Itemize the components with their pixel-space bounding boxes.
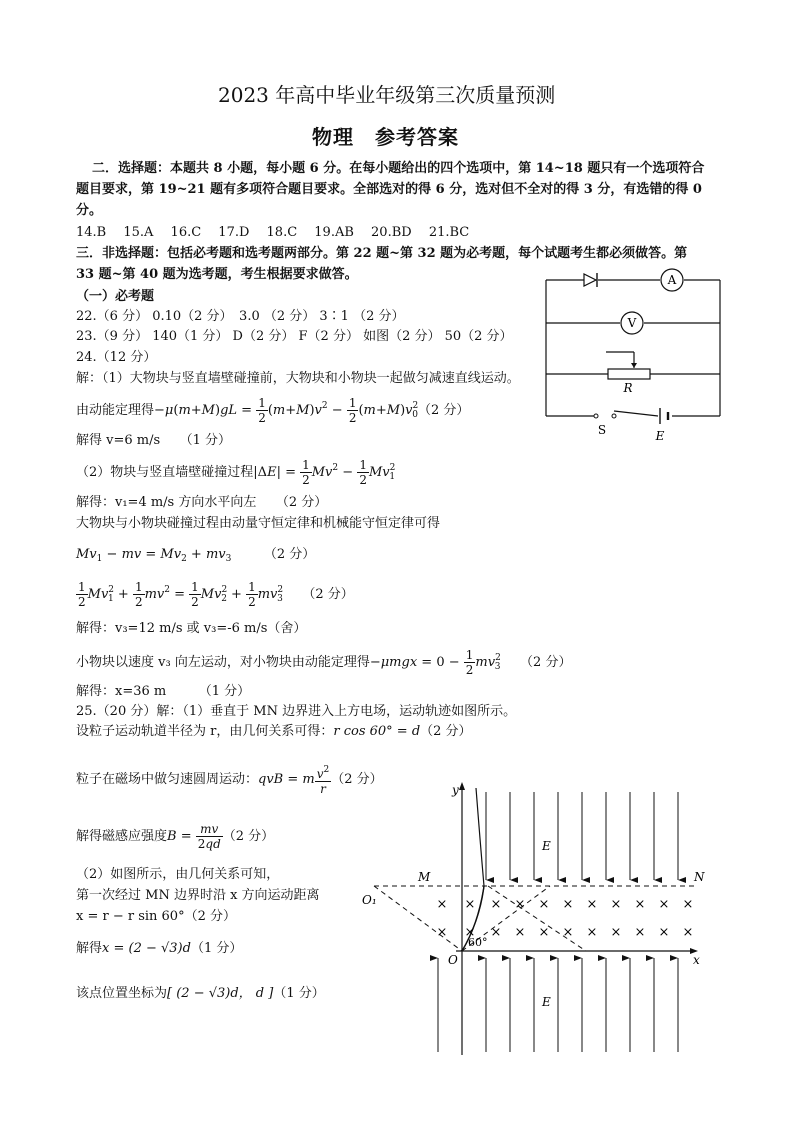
q25-line3: [76, 763, 383, 796]
q25-line3-prefix: 粒子在磁场中做匀速圆周运动：: [76, 772, 259, 787]
q25-line2-score: （2 分）: [420, 724, 472, 739]
cross-mark: ×: [586, 897, 598, 912]
circuit-diagram: [540, 268, 730, 448]
q25-line9-score: （1 分）: [273, 986, 325, 1001]
q24-formula2: |ΔE| = $\frac{1}{2}$ $Mv^2$ − $\frac{1}{2}$ $Mv^2_1$: [253, 458, 396, 487]
q25-line1: 25.（20 分）解：（1）垂直于 MN 边界进入上方电场，运动轨迹如图所示。: [76, 704, 517, 719]
q24-line3: 解得 v=6 m/s （1 分）: [76, 433, 232, 448]
field-diagram: [360, 780, 705, 1065]
q25-line9-prefix: 该点位置坐标为: [76, 986, 168, 1001]
q25-line9-formula: [ (2 − √3)d， d ]: [167, 986, 274, 1001]
voltmeter-label: V: [627, 316, 637, 330]
cross-mark: ×: [658, 925, 670, 940]
n-label: N: [694, 870, 705, 884]
cross-mark: ×: [514, 897, 526, 912]
cross-mark: ×: [490, 897, 502, 912]
q24-line10-score: （2 分）: [526, 655, 572, 670]
q25-line2-prefix: 设粒子运动轨道半径为 r，由几何关系可得：: [76, 724, 334, 739]
cross-mark: ×: [490, 925, 502, 940]
q25-formula-qvb: qvB = m $\frac{v^2}{r}$: [258, 765, 330, 796]
q25-line9: [76, 985, 325, 1003]
cross-mark: ×: [538, 897, 550, 912]
q25-line4-score: （2 分）: [222, 829, 275, 844]
cross-mark: ×: [682, 925, 694, 940]
section2-line1: 二．选择题：本题共 8 小题，每小题 6 分。在每小题给出的四个选项中，第 14~18 题只有一个选项符合: [92, 161, 705, 176]
field-bottom-label: E: [542, 995, 551, 1009]
q25-line8-score: （1 分）: [190, 941, 243, 956]
magnetic-field-crosses: [437, 897, 694, 940]
q24-line8-score: （2 分）: [308, 587, 354, 602]
ammeter-label: A: [667, 273, 677, 287]
q24-line7-score: （2 分）: [270, 547, 316, 562]
q24-line2-score: （2 分）: [417, 403, 470, 418]
q24-line4-prefix: （2）物块与竖直墙壁碰撞过程: [76, 465, 254, 480]
q24-line5: 解得：v₁=4 m/s 方向水平向左 （2 分）: [76, 495, 328, 510]
cross-mark: ×: [658, 897, 670, 912]
cross-mark: ×: [464, 897, 476, 912]
cross-mark: ×: [538, 925, 550, 940]
page-subtitle: 物理 参考答案: [312, 125, 459, 149]
q24-header: 24.（12 分）: [76, 350, 157, 365]
q24-line2-prefix: 由动能定理得: [76, 403, 155, 418]
q25-line8-prefix: 解得: [76, 941, 103, 956]
cross-mark: ×: [610, 897, 622, 912]
section3-line1: 三．非选择题：包括必考题和选考题两部分。第 22 题~第 32 题为必考题，每个试题考生都必须做答。第: [76, 246, 688, 261]
section2-line3: 分。: [76, 203, 103, 218]
y-axis-label: y: [452, 783, 459, 797]
switch-label: S: [597, 423, 607, 437]
q24-line10: [76, 648, 571, 677]
cross-mark: ×: [562, 897, 574, 912]
q25-line7: x = r − r sin 60°（2 分）: [76, 909, 236, 924]
q24-line6: 大物块与小物块碰撞过程由动量守恒定律和机械能守恒定律可得: [76, 516, 441, 531]
origin-label: O: [448, 953, 458, 967]
cross-mark: ×: [436, 925, 448, 940]
q25-line3-score: （2 分）: [331, 772, 383, 787]
choice-answers: 14.B 15.A 16.C 17.D 18.C 19.AB 20.BD 21.BC: [76, 225, 470, 240]
angle-label: 60°: [468, 936, 488, 949]
cross-mark: ×: [682, 897, 694, 912]
resistor-icon: [608, 369, 650, 379]
q24-formula1: −μ(m+M)gL = $\frac{1}{2}$ $(m+M)v^2$ − $\frac{1}{2}$ $(m+M)v^2_0$: [154, 396, 419, 425]
q24-formula5: −μmgx = 0 − $\frac{1}{2}$ $mv^2_3$: [369, 648, 501, 677]
diode-icon: [584, 274, 596, 286]
q22-answer: 22.（6 分） 0.10（2 分） 3.0 （2 分） 3∶1 （2 分）: [76, 309, 405, 324]
q23-answer: 23.（9 分） 140（1 分） D（2 分） F（2 分） 如图（2 分） 50（2 分）: [76, 329, 513, 344]
cross-mark: ×: [514, 925, 526, 940]
q24-line1: 解：（1）大物块与竖直墙壁碰撞前，大物块和小物块一起做匀减速直线运动。: [76, 371, 520, 386]
q24-line9: 解得：v₃=12 m/s 或 v₃=-6 m/s（舍）: [76, 621, 307, 636]
field-top-label: E: [542, 839, 551, 853]
cross-mark: ×: [610, 925, 622, 940]
cross-mark: ×: [562, 925, 574, 940]
q25-line6: 第一次经过 MN 边界时沿 x 方向运动距离: [76, 888, 320, 903]
required-label: （一）必考题: [76, 289, 155, 304]
q25-line2: [76, 723, 472, 741]
o1-label: O₁: [362, 893, 377, 907]
emf-label: E: [655, 429, 665, 443]
q25-line8: [76, 940, 242, 958]
m-label: M: [418, 870, 431, 884]
field-lines: [438, 792, 678, 1052]
switch-icon: [594, 414, 598, 418]
cross-mark: ×: [634, 925, 646, 940]
cross-mark: ×: [436, 897, 448, 912]
page-title: 2023 年高中毕业年级第三次质量预测: [218, 83, 556, 107]
q24-formula4: $\frac{1}{2}$ $Mv^2_1$ + $\frac{1}{2}$ $mv^2$ = $\frac{1}{2}$ $Mv^2_2$ + $\frac{1}{2}$ $mv^2_3$: [78, 580, 284, 609]
q25-line4: [76, 822, 274, 851]
section2-line2: 题目要求，第 19~21 题有多项符合题目要求。全部选对的得 6 分，选对但不全对的得 3 分，有选错的得 0: [76, 182, 702, 197]
q24-line8: [76, 580, 354, 609]
section3-line2: 33 题~第 40 题为选考题，考生根据要求做答。: [76, 267, 358, 282]
q24-line4: [76, 458, 395, 487]
cross-mark: ×: [586, 925, 598, 940]
q24-line2: [76, 396, 469, 425]
q25-line2-formula: r cos 60° = d: [333, 724, 421, 739]
cross-mark: ×: [634, 897, 646, 912]
q25-line8-formula: x = (2 − √3)d: [102, 941, 191, 956]
q25-line4-prefix: 解得磁感应强度: [76, 829, 168, 844]
q25-formula-b: B = $\frac{mv}{2qd}$: [167, 822, 221, 851]
q24-line7: [76, 546, 315, 568]
resistor-label: R: [623, 381, 633, 395]
q25-line5: （2）如图所示，由几何关系可知，: [76, 867, 280, 882]
q24-line10-prefix: 小物块以速度 v₃ 向左运动，对小物块由动能定理得: [76, 655, 370, 670]
x-axis-label: x: [693, 953, 700, 967]
cross-mark: ×: [464, 925, 476, 940]
q24-formula3: $Mv_1$ − mv = $Mv_2 + mv_3$: [76, 547, 232, 564]
q24-line11: 解得：x=36 m （1 分）: [76, 684, 251, 699]
